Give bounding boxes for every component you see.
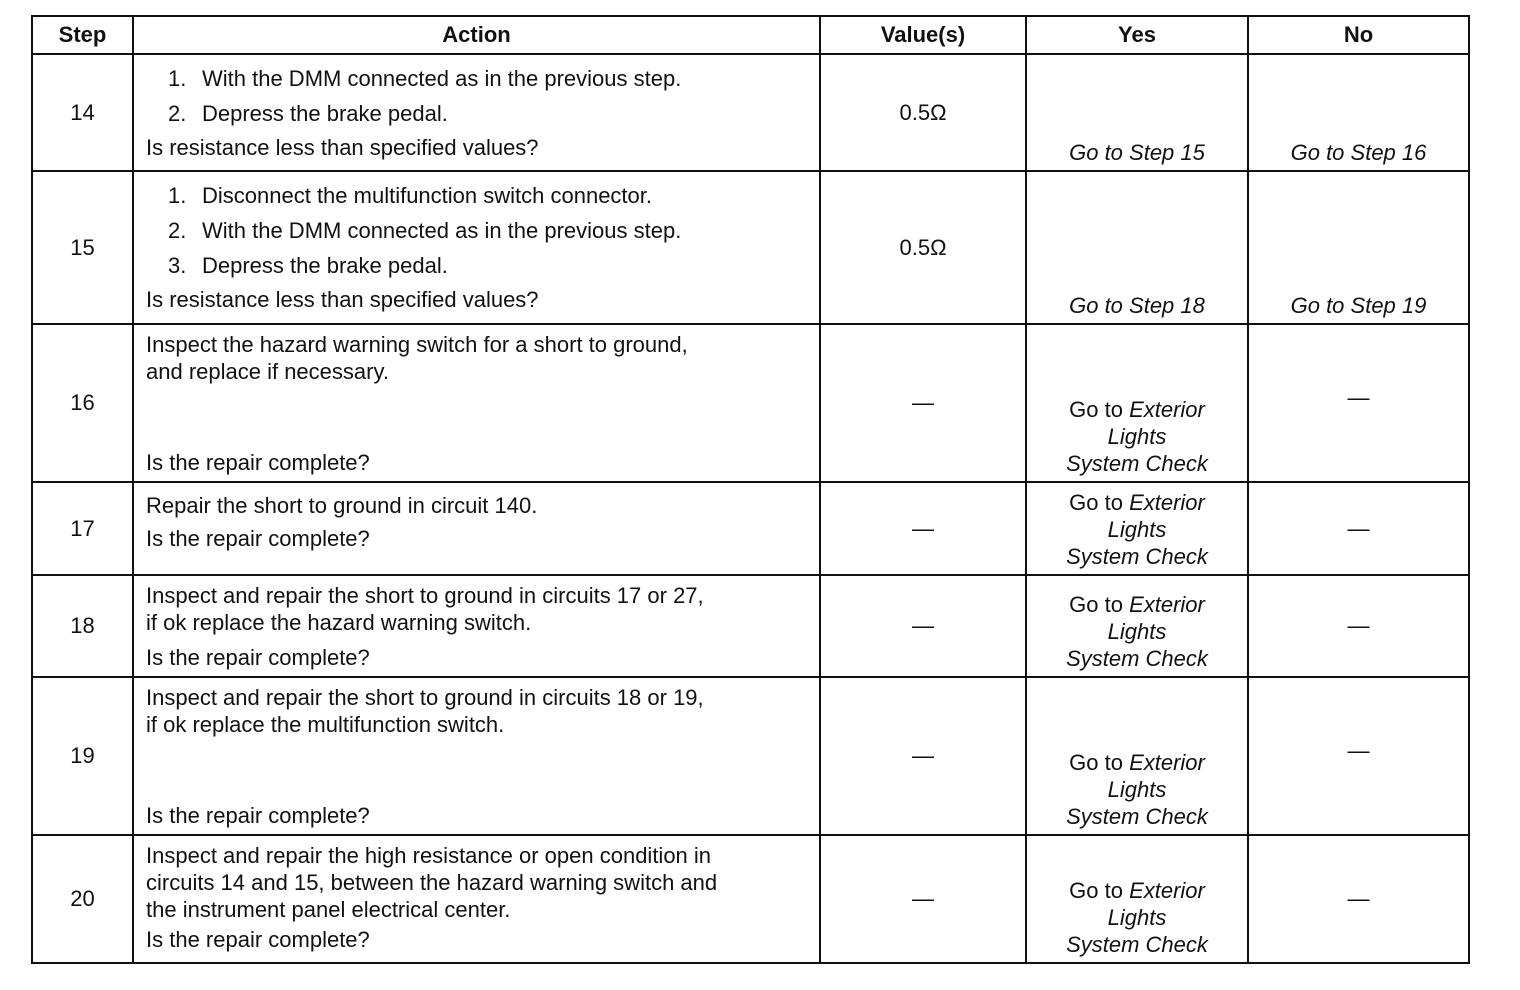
step-number: 14 [32,54,133,171]
no-cell [1248,677,1469,835]
link-text: System Check [1066,451,1208,476]
yes-link[interactable] [1027,396,1247,477]
action-steps [146,178,809,283]
step-number: 18 [32,575,133,677]
goto-text: Go to [1069,592,1123,617]
header-row [32,16,1469,54]
step-text: Depress the brake pedal. [202,253,448,278]
value-cell [820,835,1026,963]
yes-cell [1026,171,1248,324]
action-text: and replace if necessary. [146,359,389,384]
step-number: 17 [32,482,133,575]
value-cell [820,324,1026,482]
table-row [32,677,1469,835]
yes-link[interactable]: Go to Step 18 [1069,293,1205,318]
action-text: Inspect and repair the short to ground in circuits 17 or 27, [146,583,704,608]
action-question: Is the repair complete? [146,526,370,551]
link-text: System Check [1066,932,1208,957]
action-question: Is the repair complete? [146,645,370,670]
no-dash: — [1347,886,1370,911]
link-text: Exterior [1129,397,1205,422]
step-num: 1. [168,66,187,91]
no-cell [1248,171,1469,324]
link-text: System Check [1066,804,1208,829]
table-row [32,324,1469,482]
yes-cell [1026,324,1248,482]
step-num: 2. [168,218,187,243]
action-text: the instrument panel electrical center. [146,897,511,922]
table-row [32,835,1469,963]
link-text: System Check [1066,646,1208,671]
no-link[interactable]: Go to Step 16 [1290,140,1427,165]
value-cell: 0.5Ω [820,171,1026,324]
yes-link[interactable] [1027,489,1247,570]
action-cell [133,324,820,482]
step-number: 19 [32,677,133,835]
header-step: Step [32,16,133,54]
goto-text: Go to [1069,878,1123,903]
header-action: Action [133,16,820,54]
value-cell [820,677,1026,835]
value-dash: — [912,515,934,541]
link-text: Exterior [1129,592,1205,617]
header-values: Value(s) [820,16,1026,54]
no-dash: — [1347,385,1370,411]
action-step [168,248,809,283]
step-number: 15 [32,171,133,324]
action-step [168,178,809,213]
action-cell [133,482,820,575]
yes-cell [1026,482,1248,575]
value-dash: — [912,886,934,911]
step-text: Depress the brake pedal. [202,101,448,126]
link-text: Lights [1107,619,1167,644]
no-cell [1248,324,1469,482]
step-text: With the DMM connected as in the previous step. [202,66,682,91]
goto-text: Go to [1069,397,1123,422]
table-row [32,54,1469,171]
no-dash: — [1347,738,1370,764]
goto-text: Go to [1069,490,1123,515]
value-dash: — [912,743,934,768]
value-cell [820,482,1026,575]
yes-link[interactable] [1027,591,1247,672]
no-cell [1248,835,1469,963]
action-step [168,213,809,248]
header-no: No [1248,16,1469,54]
yes-cell [1026,677,1248,835]
action-step [168,96,809,131]
action-cell [133,677,820,835]
table-row [32,171,1469,324]
yes-cell [1026,575,1248,677]
action-question: Is resistance less than specified values? [146,287,539,312]
action-text: Inspect and repair the short to ground in circuits 18 or 19, [146,685,704,710]
no-cell [1248,482,1469,575]
action-cell [133,835,820,963]
action-question: Is resistance less than specified values? [146,135,539,160]
action-text: Inspect and repair the high resistance or open condition in [146,843,712,868]
link-text: Exterior [1129,490,1205,515]
action-text: Repair the short to ground in circuit 140. [146,493,538,518]
link-text: Lights [1107,517,1167,542]
no-cell [1248,575,1469,677]
step-text: Disconnect the multifunction switch connector. [202,183,653,208]
yes-link[interactable] [1027,877,1247,958]
step-number: 16 [32,324,133,482]
action-text: if ok replace the multifunction switch. [146,712,505,737]
link-text: Lights [1107,905,1167,930]
diagnostic-table [31,15,1470,964]
step-num: 2. [168,101,187,126]
action-step [168,61,809,96]
link-text: Exterior [1129,878,1205,903]
step-text: With the DMM connected as in the previous step. [202,218,682,243]
no-dash: — [1347,515,1370,541]
action-question: Is the repair complete? [146,927,370,952]
action-steps [146,61,809,131]
table-row [32,575,1469,677]
action-cell [133,171,820,324]
no-cell [1248,54,1469,171]
action-text: circuits 14 and 15, between the hazard warning switch and [146,870,718,895]
yes-cell [1026,835,1248,963]
step-num: 3. [168,253,187,278]
no-dash: — [1347,613,1370,638]
action-question: Is the repair complete? [146,450,370,475]
goto-text: Go to [1069,750,1123,775]
action-text: Inspect the hazard warning switch for a short to ground, [146,332,688,357]
header-yes: Yes [1026,16,1248,54]
action-text: if ok replace the hazard warning switch. [146,610,532,635]
table-row [32,482,1469,575]
step-num: 1. [168,183,187,208]
link-text: System Check [1066,544,1208,569]
yes-link[interactable]: Go to Step 15 [1069,140,1205,165]
value-dash: — [912,390,934,415]
action-cell [133,575,820,677]
link-text: Exterior [1129,750,1205,775]
link-text: Lights [1107,777,1167,802]
link-text: Lights [1107,424,1167,449]
action-question: Is the repair complete? [146,803,370,828]
value-cell: 0.5Ω [820,54,1026,171]
step-number: 20 [32,835,133,963]
value-cell [820,575,1026,677]
yes-link[interactable] [1027,749,1247,830]
yes-cell [1026,54,1248,171]
action-cell [133,54,820,171]
value-dash: — [912,613,934,638]
no-link[interactable]: Go to Step 19 [1290,293,1427,318]
